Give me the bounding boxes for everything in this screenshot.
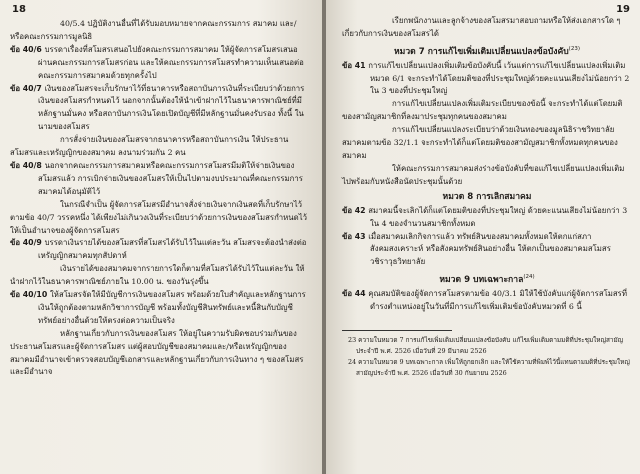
left-page-paragraph xyxy=(10,237,308,263)
left-page-paragraph xyxy=(10,263,308,289)
chapter-7-paragraph xyxy=(342,163,632,189)
paragraph-text: คุณสมบัติของผู้จัดการสโมสรตามข้อ 40/3.1 มิให้ใช้บังคับแก่ผู้จัดการสโมสรที่ดำรงตำแหน่งอยู่ในวันที่มีการแก้ไขเพิ่มเติมข้อบังคับหมวดที่ 6 นี้ xyxy=(368,289,628,312)
paragraph-text: บรรดาเงินรายได้ของสโมสรที่สโมสรได้รับไว้ในแต่ละวัน สโมสรจะต้องนำส่งต่อเหรัญญิกสมาคมทุกสัปดาห์ xyxy=(38,238,307,261)
left-page-paragraph xyxy=(10,83,308,135)
paragraph-text: หลักฐานเกี่ยวกับการเงินของสโมสร ให้อยู่ในความรับผิดชอบร่วมกันของประธานสโมสรและผู้จัดการสโมสร แต่ผู้สอบบัญชีของสมาคมและ/หรือเหรัญญิกของสมาคมมีอำนาจเข้าตรวจสอบบัญชีเอกสารและหลักฐานเกี่ยวกับการเงินทาง ๆ ของสโมสร และมีอำนาจ xyxy=(10,328,304,377)
section-number: ข้อ 40/10 xyxy=(10,290,50,300)
paragraph-text: การแก้ไขเปลี่ยนแปลงระเบียบว่าด้วยเงินทองของมูลนิธิราชวิทยาลัยสมาคมตามข้อ 32/1.1 จะกระทำได้ก็แต่โดยมติของสามัญสมาชิกทั้งหมดทุกคนของสมาคม xyxy=(342,125,618,161)
chapter-7-paragraph xyxy=(342,98,632,124)
paragraph-text: สมาคมนี้จะเลิกได้ก็แต่โดยมติของที่ประชุมใหญ่ ด้วยคะแนนเสียงไม่น้อยกว่า 3 ใน 4 ของจำนวนสมาชิกทั้งหมด xyxy=(368,205,628,228)
paragraph-text: เมื่อสมาคมเลิกกิจการแล้ว ทรัพย์สินของสมาคมทั้งหมดให้ตกแก่สภาสังคมสงเคราะห์ หรือสังคมทรัพย์สินอย่างอื่น ให้ตกเป็นของสมาคมสโมสรวชิราวุธวิทยาลัย xyxy=(368,231,611,267)
chapter-8-title: หมวด 8 การเลิกสมาคม xyxy=(442,191,532,202)
footnote: 24 ความในหมวด 9 บทเฉพาะกาล เพิ่มให้ถูกยกเลิก และให้ใช้ความที่พิมพ์ไว้นี้แทนตามมติที่ประชุมใหญ่สามัญประจำปี พ.ศ. 2526 เมื่อวันที่ 30 กันยายน 2526 xyxy=(348,357,630,377)
left-page-paragraph xyxy=(10,44,308,83)
chapter-9-heading xyxy=(342,270,632,287)
chapter-7-paragraph xyxy=(342,124,632,163)
chapter-8-body xyxy=(342,205,632,270)
left-page-body xyxy=(10,18,308,379)
paragraph-text: เงินของสโมสรจะเก็บรักษาไว้ที่ธนาคารหรือสถาบันการเงินที่ระเบียบว่าด้วยการเงินของสโมสรกำหนดไว้ นอกจากนั้นต้องให้นำเข้าฝากไว้ในธนาคารพาณิชย์ที่มีหลักฐานมั่นคง หรือสถาบันการเงินโดยเปิดบัญชีที่มีหลักฐานมั่นคงรับรอง ทั้งนี้ ในนามของสโมสร xyxy=(38,83,305,132)
section-number: ข้อ 43 xyxy=(342,231,369,241)
left-page-paragraph xyxy=(10,199,308,238)
chapter-7-heading xyxy=(342,42,632,59)
footnotes xyxy=(342,335,632,379)
section-number: ข้อ 41 xyxy=(342,60,369,70)
paragraph-text: เงินรายได้ของสมาคมจากรายการใดก็ตามที่สโมสรได้รับไว้ในแต่ละวัน ให้นำฝากไว้ในธนาคารพาณิชย์ภายใน 10.00 น. ของวันรุ่งขึ้น xyxy=(10,264,305,287)
page-number-left: 18 xyxy=(12,4,26,15)
chapter-7-title: หมวด 7 การแก้ไขเพิ่มเติมเปลี่ยนแปลงข้อบังคับ xyxy=(394,46,569,57)
paragraph-text: ให้สโมสรจัดให้มีบัญชีการเงินของสโมสร พร้อมด้วยใบสำคัญและหลักฐานการเงินให้ถูกต้องตามหลักวิชาการบัญชี พร้อมทั้งบัญชีสินทรัพย์และหนี้สินกับบัญชีทรัพย์อย่างอื่นด้วยให้ตรงต่อความเป็นจริง xyxy=(38,290,306,325)
left-page-paragraph xyxy=(10,18,308,44)
paragraph-text: การแก้ไขเปลี่ยนแปลงเพิ่มเติมข้อบังคับนี้ เว้นแต่การแก้ไขเปลี่ยนแปลงเพิ่มเติมหมวด 6/1 จะกระทำได้โดยมติของที่ประชุมใหญ่ด้วยคะแนนเสียงไม่น้อยกว่า 2 ใน 3 ของที่ประชุมใหญ่ xyxy=(368,60,630,96)
chapter-7-body xyxy=(342,60,632,189)
section-number: ข้อ 40/9 xyxy=(10,238,45,248)
section-number: ข้อ 40/8 xyxy=(10,160,45,170)
chapter-8-heading xyxy=(342,190,632,204)
footnote-divider xyxy=(342,330,452,331)
section-number: ข้อ 42 xyxy=(342,205,369,215)
chapter-9-body xyxy=(342,288,632,314)
left-page-paragraph xyxy=(10,134,308,160)
section-number: ข้อ 44 xyxy=(342,289,369,299)
chapter-8-paragraph xyxy=(342,205,632,231)
section-number: ข้อ 40/7 xyxy=(10,83,45,93)
chapter-8-paragraph xyxy=(342,231,632,270)
paragraph-text: ให้คณะกรรมการสมาคมส่งร่างข้อบังคับที่ขอแก้ไขเปลี่ยนแปลงเพิ่มเติมไปพร้อมกับหนังสือนัดประชุมนั้นด้วย xyxy=(342,163,625,186)
paragraph-text: การแก้ไขเปลี่ยนแปลงเพิ่มเติมระเบียบของข้อนี้ จะกระทำได้แต่โดยมติของสามัญสมาชิกที่ลงมาประชุมทุกคนของสมาคม xyxy=(342,99,623,122)
paragraph-text: ในกรณีจำเป็น ผู้จัดการสโมสรมีอำนาจสั่งจ่ายเงินจากเงินสดที่เก็บรักษาไว้ตามข้อ 40/7 วรรคหนึ่ง ได้เพียงไม่เกินวงเงินที่ระเบียบว่าด้วยการเงินของสโมสรกำหนดไว้ให้เป็นอำนาจของผู้จัดการสโมสร xyxy=(10,199,307,235)
section-number: ข้อ 40/6 xyxy=(10,44,45,54)
left-page-paragraph xyxy=(10,328,308,380)
footnote-ref-24: (24) xyxy=(523,274,535,281)
right-page xyxy=(326,0,640,474)
chapter-9-title: หมวด 9 บทเฉพาะกาล xyxy=(439,275,524,286)
continued-paragraph: เรียกพนักงานและลูกจ้างของสโมสรมาสอบถามหรือให้ส่งเอกสารใด ๆ เกี่ยวกับการเงินของสโมสรได้ xyxy=(342,16,621,38)
footnote-ref-23: (23) xyxy=(568,45,580,52)
chapter-9-paragraph xyxy=(342,288,632,314)
footnote: 23 ความในหมวด 7 การแก้ไขเพิ่มเติมเปลี่ยนแปลงข้อบังคับ แก้ไขเพิ่มเติมตามมติที่ประชุมใหญ่สามัญประจำปี พ.ศ. 2526 เมื่อวันที่ 29 มีนาคม 2526 xyxy=(348,335,624,355)
chapter-7-paragraph xyxy=(342,60,632,99)
page-number-right: 19 xyxy=(616,4,630,15)
paragraph-text: บรรดาเรื่องที่สโมสรเสนอไปยังคณะกรรมการสมาคม ให้ผู้จัดการสโมสรเสนอผ่านคณะกรรมการสโมสรก่อน และให้คณะกรรมการสโมสรทำความเห็นเสนอต่อคณะกรรมการสมาคมด้วยทุกครั้งไป xyxy=(38,44,304,80)
paragraph-text: การสั่งจ่ายเงินของสโมสรจากธนาคารหรือสถาบันการเงิน ให้ประธานสโมสรและเหรัญญิกของสมาคม ลงนามร่วมกัน 2 คน xyxy=(10,135,289,158)
paragraph-text: 40/5.4 ปฏิบัติงานอื่นที่ได้รับมอบหมายจากคณะกรรมการ สมาคม และ/หรือคณะกรรมการมูลนิธิ xyxy=(10,19,297,41)
left-page-paragraph xyxy=(10,160,308,199)
left-page-paragraph xyxy=(10,289,308,328)
paragraph-text: นอกจากคณะกรรมการสมาคมหรือคณะกรรมการสโมสรมีมติให้จ่ายเงินของสโมสรแล้ว การเบิกจ่ายเงินของสโมสรให้เป็นไปตามงบประมาณที่คณะกรรมการสมาคมได้อนุมัติไว้ xyxy=(38,160,303,196)
